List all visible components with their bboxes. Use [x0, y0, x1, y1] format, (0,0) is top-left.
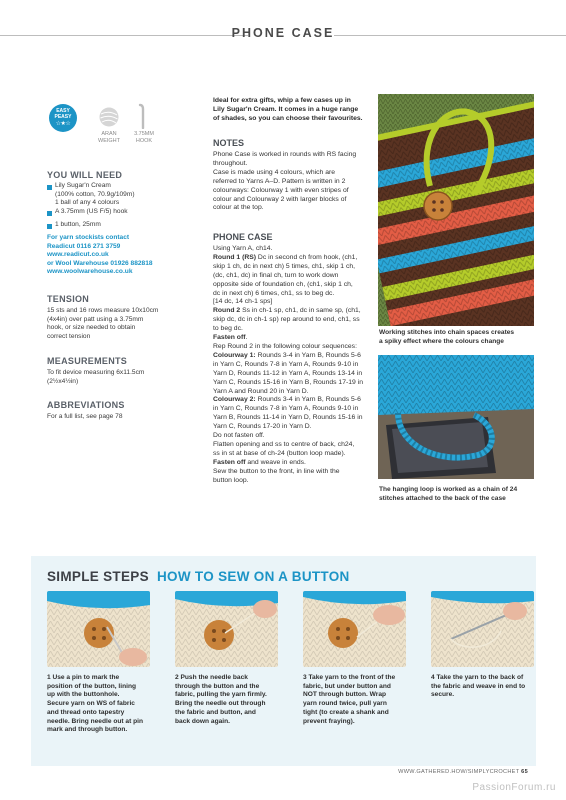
- simple-steps-title: SIMPLE STEPS HOW TO SEW ON A BUTTON: [47, 569, 350, 584]
- abbreviations-link[interactable]: For a full list, see page 78: [47, 413, 123, 420]
- page-number: 65: [521, 769, 528, 775]
- step-4-text: 4 Take the yarn to the back of the fabric and weave in end to secure.: [431, 674, 526, 699]
- step-1-text: 1 Use a pin to mark the position of the button, lining up with the buttonhole. Secure yarn on WS of fabric and thread onto tapestry needle. Bring needle out at pin mark and through button.: [47, 674, 143, 734]
- bullet: [47, 224, 52, 229]
- peasy-label: PEASY: [54, 113, 72, 120]
- step-1-photo: [47, 591, 150, 667]
- step-2-text: 2 Push the needle back through the button and the fabric, pulling the yarn firmly. Bring the needle out through the fabric and button, and back down again.: [175, 674, 267, 725]
- stockists-block: For yarn stockists contact Readicut 0116 271 3759 www.readicut.co.uk or Wool Warehouse 01926 882818 www.woolwarehouse.co.uk: [47, 234, 207, 277]
- pattern-heading: PHONE CASE: [213, 232, 273, 242]
- easy-label: EASY: [56, 108, 70, 114]
- tension-heading: TENSION: [47, 294, 90, 304]
- intro-text: Ideal for extra gifts, whip a few cases up in Lily Sugar'n Cream. It comes in a huge range of shades, so you can choose their favourites.: [213, 97, 363, 122]
- woolwarehouse-link[interactable]: www.woolwarehouse.co.uk: [47, 268, 133, 276]
- photo-caption-1: Working stitches into chain spaces creates a spiky effect where the colours change: [379, 329, 515, 345]
- photo-caption-2: The hanging loop is worked as a chain of 24 stitches attached to the back of the case: [379, 486, 518, 502]
- bullet: [47, 211, 52, 216]
- hanging-loop-photo: [378, 355, 534, 479]
- hook-icon: [137, 103, 149, 129]
- need-item-button: 1 button, 25mm: [55, 221, 101, 228]
- abbreviations-heading: ABBREVIATIONS: [47, 400, 125, 410]
- notes-heading: NOTES: [213, 138, 245, 148]
- readicut-link[interactable]: www.readicut.co.uk: [47, 251, 109, 259]
- watermark: PassionForum.ru: [472, 782, 556, 793]
- page-title: PHONE CASE: [231, 26, 335, 40]
- need-item-yarn: Lily Sugar'n Cream (100% cotton, 70.9g/109m) 1 ball of any 4 colours: [55, 182, 135, 207]
- pattern-text: Using Yarn A, ch14. Round 1 (RS) Dc in second ch from hook, (ch1, skip 1 ch, dc in next ch) 5 times, ch1, skip 1 ch, (dc, ch1, dc) in final ch, turn to work down opposite side of foundation ch, (ch1, skip 1 ch, dc in next ch) 6 times, ch1, ss to beg dc. [14 dc, 14 ch-1 sps] Round 2 Ss in ch-1 sp, ch1, dc in same sp, (ch1, skip dc, dc in ch-1 sp) rep around to end, ch1, ss to beg dc. Fasten off. Rep Round 2 in the following colour sequences: Colourway 1: Rounds 3-4 in Yarn B, Rounds 5-6 in Yarn C, Rounds 7-8 in Yarn A, Rounds 9-10 in Yarn D, Rounds 11-12 in Yarn A, Rounds 13-14 in Yarn C, Rounds 15-16 in Yarn B, Rounds 17-19 in Yarn A and Round 20 in Yarn D. Colourway 2: Rounds 3-4 in Yarn B, Rounds 5-6 in Yarn C, Rounds 7-8 in Yarn A, Rounds 9-10 in Yarn B, Rounds 11-14 in Yarn D, Rounds 15-16 in Yarn C, Rounds 17-20 in Yarn D. Do not fasten off. Flatten opening and ss to centre of back, ch24, ss in st at base of ch-24 (button loop made). Fasten off and weave in ends. Sew the button to the front, in line with the button loop.: [213, 245, 363, 484]
- page-footer: [398, 769, 528, 775]
- aran-label: ARAN: [101, 131, 117, 137]
- hook-label: HOOK: [135, 138, 153, 144]
- phone-case-photo: [378, 94, 534, 326]
- yarn-ball-icon: [98, 106, 120, 128]
- tension-text: 15 sts and 16 rows measure 10x10cm (4x4in) over patt using a 3.75mm hook, or size needed to obtain correct tension: [47, 307, 159, 340]
- step-2-photo: [175, 591, 278, 667]
- star-rating-icon: ☆★☆: [55, 121, 71, 127]
- hook-size-label: 3.75MM: [134, 131, 154, 137]
- notes-text: Phone Case is worked in rounds with RS facing throughout. Case is made using 4 colours, which are referred to Yarns A–D. Pattern is written in 2 colourways: Colourway 1 with even stripes of colour and Colourway 2 with larger blocks of colour at the top.: [213, 151, 357, 212]
- measurements-text: To fit device measuring 6x11.5cm (2½x4½in): [47, 369, 145, 385]
- step-3-photo: [303, 591, 406, 667]
- step-3-text: 3 Take yarn to the front of the fabric, but under button and NOT through button. Wrap yarn round twice, pull yarn tight (to create a shank and prevent fraying).: [303, 674, 396, 725]
- weight-label: WEIGHT: [98, 138, 120, 144]
- easy-peasy-badge: [49, 104, 77, 132]
- step-4-photo: [431, 591, 534, 667]
- footer-url[interactable]: WWW.GATHERED.HOW/SIMPLYCROCHET: [398, 769, 520, 775]
- measurements-heading: MEASUREMENTS: [47, 356, 128, 366]
- need-item-hook: A 3.75mm (US F/5) hook: [55, 208, 128, 215]
- you-will-need-heading: YOU WILL NEED: [47, 170, 123, 180]
- bullet: [47, 185, 52, 190]
